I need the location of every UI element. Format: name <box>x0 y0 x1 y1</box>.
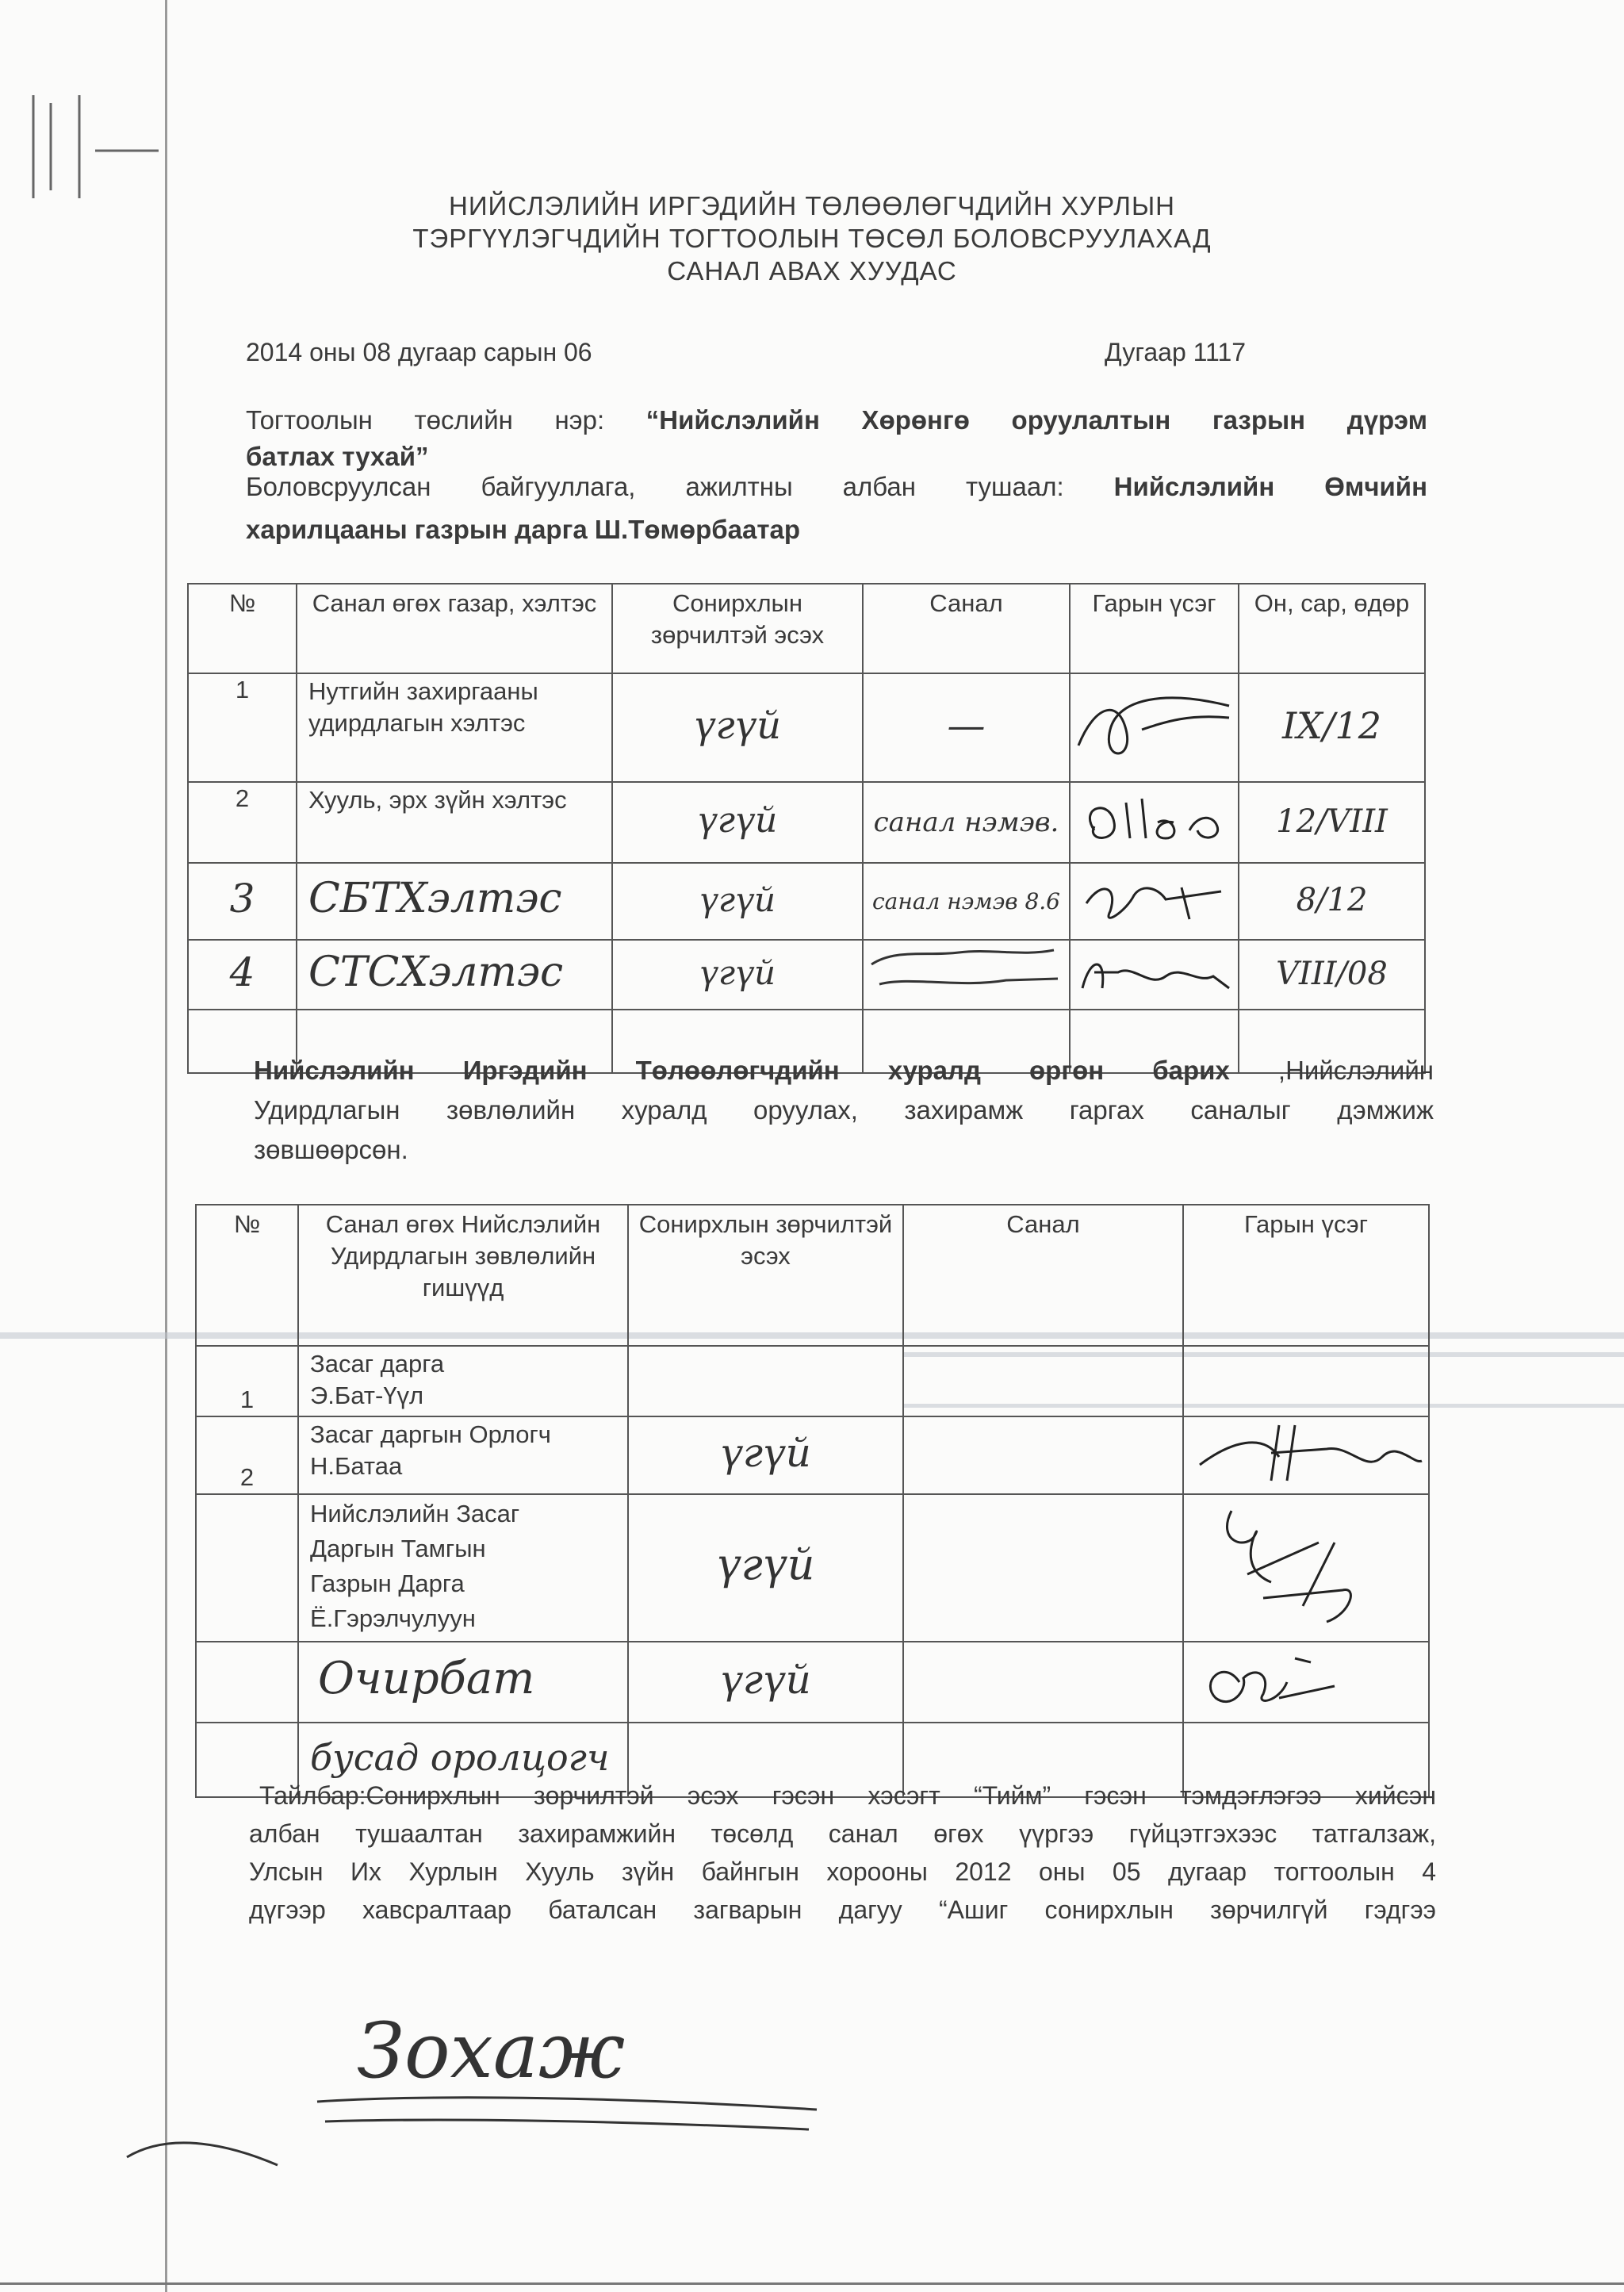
document-title <box>0 190 1624 287</box>
handwritten-signature <box>1184 1495 1426 1633</box>
punch-hole-marks <box>16 79 174 206</box>
row-opinion <box>903 1416 1183 1494</box>
handwritten-department: СТСХэлтэс <box>308 948 564 996</box>
col-header-signature: Гарын үсэг <box>1070 584 1239 673</box>
table-row <box>188 940 1425 1010</box>
scan-edge-line <box>0 2282 1624 2285</box>
handwritten-opinion: санал нэмэв 8.6 <box>872 888 1060 914</box>
approval-text-line-1 <box>254 1052 1434 1089</box>
handwritten-opinion: — <box>947 703 986 748</box>
row-conflict <box>612 940 863 1010</box>
draft-name-line-1 <box>246 402 1427 439</box>
table-row <box>196 1416 1429 1494</box>
document-date: 2014 оны 08 дугаар сарын 06 <box>246 338 592 366</box>
department-approval-table <box>187 583 1426 1074</box>
table-header-row <box>188 584 1425 673</box>
member-role: Засаг даргын Орлогч <box>310 1420 551 1448</box>
col-header-conflict: Сонирхлын зөрчилтэй эсэх <box>612 584 863 673</box>
approval-text-line-3: зөвшөөрсөн. <box>254 1135 408 1164</box>
col-header-date: Он, сар, өдөр <box>1239 584 1425 673</box>
table-header-row <box>196 1205 1429 1346</box>
handwritten-row-number: 4 <box>229 949 255 995</box>
handwritten-signature <box>1071 941 1237 1001</box>
row-member <box>298 1494 628 1642</box>
handwritten-conflict: үгүй <box>716 1539 815 1589</box>
row-signature <box>1070 673 1239 782</box>
row-conflict <box>612 863 863 940</box>
row-signature <box>1183 1416 1429 1494</box>
approval-text-line-2: Удирдлагын зөвлөлийн хуралд оруулах, захирамж гаргах саналыг дэмжиж <box>254 1095 1434 1125</box>
row-number <box>196 1494 298 1642</box>
row-date <box>1239 782 1425 863</box>
col-header-opinion: Санал <box>863 584 1070 673</box>
row-number: 1 <box>196 1346 298 1416</box>
title-line-3: САНАЛ АВАХ ХУУДАС <box>667 256 957 286</box>
row-conflict <box>628 1416 903 1494</box>
handwritten-signature <box>1071 783 1237 854</box>
handwritten-date: VIII/08 <box>1276 955 1388 992</box>
handwritten-date: 12/VIII <box>1276 803 1388 840</box>
row-signature <box>1070 940 1239 1010</box>
handwritten-member-name: бусад оролцогч <box>310 1736 610 1779</box>
table-row <box>188 863 1425 940</box>
bottom-signature-underline <box>119 2086 833 2173</box>
footnote-line-1: Тайлбар:Сонирхлын зөрчилтэй эсэх гэсэн хэсэгт “Тийм” гэсэн тэмдэглэгээ хийсэн <box>259 1781 1436 1810</box>
col-header-conflict: Сонирхлын зөрчилтэй эсэх <box>628 1205 903 1346</box>
row-department <box>297 863 612 940</box>
row-date <box>1239 673 1425 782</box>
handwritten-date: IX/12 <box>1282 703 1381 747</box>
draft-org-line-1 <box>246 469 1427 505</box>
row-number-cell <box>188 863 297 940</box>
row-conflict <box>628 1346 903 1416</box>
handwritten-signature <box>1071 674 1237 773</box>
handwritten-conflict: үгүй <box>697 800 778 841</box>
draft-org-label: Боловсруулсан байгууллага, ажилтны албан тушаал: <box>246 472 1064 501</box>
row-department: Хууль, эрх зүйн хэлтэс <box>297 782 612 863</box>
col-header-number: № <box>196 1205 298 1346</box>
scan-edge-line <box>165 0 167 2292</box>
row-opinion <box>863 940 1070 1010</box>
table-row <box>188 673 1425 782</box>
table-row <box>196 1346 1429 1416</box>
table-row <box>196 1642 1429 1723</box>
row-opinion <box>903 1346 1183 1416</box>
title-line-1: НИЙСЛЭЛИЙН ИРГЭДИЙН ТӨЛӨӨЛӨГЧДИЙН ХУРЛЫН <box>448 191 1175 220</box>
row-signature <box>1183 1642 1429 1723</box>
member-name: Э.Бат-Үүл <box>310 1382 424 1409</box>
handwritten-department: СБТХэлтэс <box>308 875 562 922</box>
row-signature <box>1070 863 1239 940</box>
col-header-opinion: Санал <box>903 1205 1183 1346</box>
row-opinion <box>903 1494 1183 1642</box>
handwritten-conflict: үгүй <box>720 1656 811 1703</box>
table-row <box>188 782 1425 863</box>
row-opinion <box>903 1642 1183 1723</box>
handwritten-date: 8/12 <box>1296 882 1368 918</box>
row-member <box>298 1416 628 1494</box>
draft-name-line-2: батлах тухай” <box>246 442 429 471</box>
col-header-number: № <box>188 584 297 673</box>
row-number-cell <box>188 940 297 1010</box>
handwritten-signature <box>1071 864 1237 931</box>
row-date <box>1239 863 1425 940</box>
row-conflict <box>628 1494 903 1642</box>
col-header-signature: Гарын үсэг <box>1183 1205 1429 1346</box>
row-department: Нутгийн захиргааны удирдлагын хэлтэс <box>297 673 612 782</box>
title-line-2: ТЭРГҮҮЛЭГЧДИЙН ТОГТООЛЫН ТӨСӨЛ БОЛОВСРУУЛАХАД <box>412 224 1212 253</box>
row-conflict <box>612 782 863 863</box>
council-approval-table <box>195 1204 1430 1798</box>
draft-org-line-2: харилцааны газрын дарга Ш.Төмөрбаатар <box>246 515 800 544</box>
row-date <box>1239 940 1425 1010</box>
approval-text-bold: Нийслэлийн Иргэдийн Төлөөлөгчдийн хуралд өргөн барих <box>254 1056 1230 1085</box>
row-opinion <box>863 863 1070 940</box>
table-row <box>196 1494 1429 1642</box>
member-name: Ё.Гэрэлчулуун <box>310 1604 476 1632</box>
member-name: Н.Батаа <box>310 1452 403 1480</box>
row-department <box>297 940 612 1010</box>
row-number: 1 <box>188 673 297 782</box>
draft-org-value: Нийслэлийн Өмчийн <box>1113 472 1428 501</box>
col-header-department: Санал өгөх газар, хэлтэс <box>297 584 612 673</box>
footnote-line-4: дүгээр хавсралтаар баталсан загварын дагуу “Ашиг сонирхлын зөрчилгүй гэдгээ <box>249 1895 1436 1924</box>
handwritten-conflict: үгүй <box>720 1429 811 1476</box>
handwritten-conflict: үгүй <box>699 880 776 919</box>
handwritten-opinion: санал нэмэв. <box>873 806 1059 838</box>
member-role: Засаг дарга <box>310 1350 445 1378</box>
handwritten-row-number: 3 <box>229 876 255 922</box>
footnote-line-2: албан тушаалтан захирамжийн төсөлд санал өгөх үүргээ гүйцэтгэхээс татгалзаж, <box>249 1819 1436 1848</box>
draft-name-value: “Нийслэлийн Хөрөнгө оруулалтын газрын дүрэм <box>645 405 1427 435</box>
draft-name-label: Тогтоолын төслийн нэр: <box>246 405 605 435</box>
handwritten-signature <box>1184 1642 1426 1714</box>
footnote-line-3: Улсын Их Хурлын Хууль зүйн байнгын хорооны 2012 оны 05 дугаар тогтоолын 4 <box>249 1857 1436 1886</box>
row-member <box>298 1642 628 1723</box>
row-signature <box>1183 1346 1429 1416</box>
row-conflict <box>628 1642 903 1723</box>
handwritten-conflict: үгүй <box>699 953 776 992</box>
row-signature <box>1070 782 1239 863</box>
row-number <box>196 1642 298 1723</box>
handwritten-signature <box>1184 1417 1426 1485</box>
handwritten-conflict: үгүй <box>694 703 781 748</box>
row-signature <box>1183 1494 1429 1642</box>
bottom-signature-text: Зохаж <box>357 2006 626 2095</box>
row-member <box>298 1346 628 1416</box>
member-role: Нийслэлийн Засаг Даргын Тамгын Газрын Дарга <box>310 1500 520 1597</box>
handwritten-opinion-scribble <box>864 941 1066 1001</box>
approval-text-rest: ,Нийслэлийн <box>1277 1056 1434 1085</box>
document-number: Дугаар 1117 <box>1105 338 1247 366</box>
col-header-member: Санал өгөх Нийслэлийн Удирдлагын зөвлөлийн гишүүд <box>298 1205 628 1346</box>
row-conflict <box>612 673 863 782</box>
row-opinion <box>863 782 1070 863</box>
row-opinion <box>863 673 1070 782</box>
handwritten-member-name: Очирбат <box>318 1653 535 1704</box>
row-number: 2 <box>196 1416 298 1494</box>
row-number: 2 <box>188 782 297 863</box>
